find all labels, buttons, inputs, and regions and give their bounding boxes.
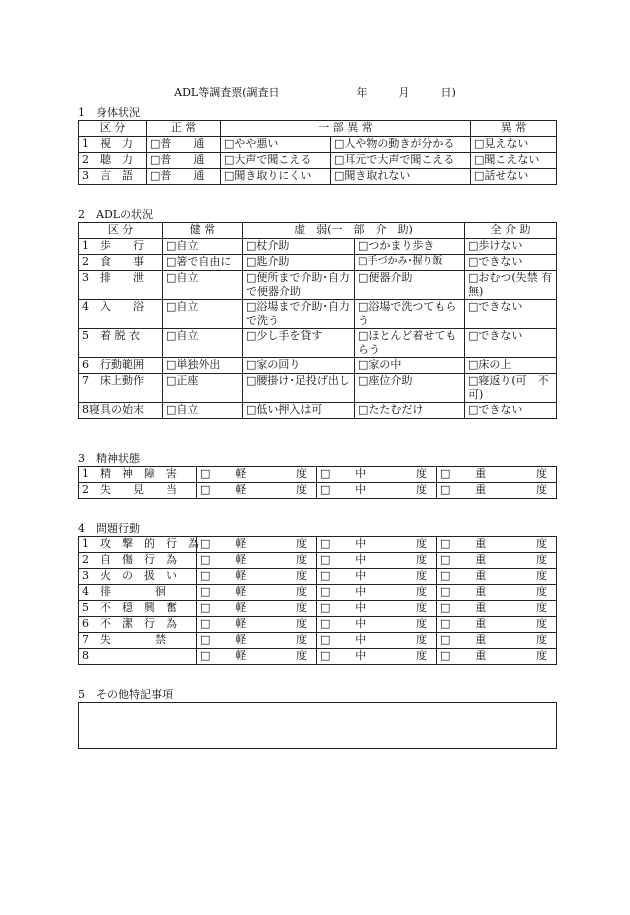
checkbox-healthy[interactable]: □自立: [163, 403, 243, 419]
table-row: [79, 633, 557, 649]
checkbox-partial-2[interactable]: □耳元で大声で聞こえる: [331, 153, 471, 169]
checkbox-severe[interactable]: □ 重 度: [437, 617, 557, 633]
header-partial: 一 部 異 常: [221, 121, 471, 137]
checkbox-full[interactable]: □できない: [465, 255, 557, 271]
table-row: [79, 553, 557, 569]
checkbox-mild[interactable]: □ 軽 度: [197, 585, 317, 601]
table-row: [79, 601, 557, 617]
table-row: [79, 300, 557, 329]
row-label: 5 不 穏 興 奮: [79, 601, 197, 617]
checkbox-severe[interactable]: □ 重 度: [437, 649, 557, 665]
checkbox-moderate[interactable]: □ 中 度: [317, 537, 437, 553]
row-label: 7 床上動作: [79, 374, 163, 403]
checkbox-healthy[interactable]: □単独外出: [163, 358, 243, 374]
section2-heading: 2 ADLの状況: [78, 208, 154, 221]
table-row: [79, 239, 557, 255]
checkbox-abnormal[interactable]: □見えない: [471, 137, 557, 153]
checkbox-full[interactable]: □歩けない: [465, 239, 557, 255]
checkbox-full[interactable]: □寝返り(可 不可): [465, 374, 557, 403]
row-label: 6 不 潔 行 為: [79, 617, 197, 633]
header-healthy: 健 常: [163, 223, 243, 239]
header-category: 区 分: [79, 121, 147, 137]
row-label: 4 入 浴: [79, 300, 163, 329]
checkbox-partial-1[interactable]: □大声で聞こえる: [221, 153, 331, 169]
row-label: 5 着 脱 衣: [79, 329, 163, 358]
checkbox-severe[interactable]: □ 重 度: [437, 467, 557, 483]
section1-heading: 1 身体状況: [78, 106, 140, 119]
checkbox-normal[interactable]: □普 通: [147, 169, 221, 185]
table-row: [79, 467, 557, 483]
checkbox-weak-2[interactable]: □手づかみ･握り飯: [355, 255, 465, 271]
mental-status-table: [78, 466, 557, 499]
checkbox-weak-1[interactable]: □便所まで介助･自力で便器介助: [243, 271, 355, 300]
checkbox-weak-2[interactable]: □たたむだけ: [355, 403, 465, 419]
checkbox-partial-2[interactable]: □聞き取れない: [331, 169, 471, 185]
checkbox-weak-1[interactable]: □低い押入は可: [243, 403, 355, 419]
checkbox-weak-2[interactable]: □つかまり歩き: [355, 239, 465, 255]
checkbox-healthy[interactable]: □自立: [163, 329, 243, 358]
checkbox-mild[interactable]: □ 軽 度: [197, 569, 317, 585]
row-label: 2 食 事: [79, 255, 163, 271]
checkbox-normal[interactable]: □普 通: [147, 137, 221, 153]
checkbox-weak-1[interactable]: □浴場まで介助･自力で洗う: [243, 300, 355, 329]
checkbox-abnormal[interactable]: □聞こえない: [471, 153, 557, 169]
row-label: 3 言 語: [79, 169, 147, 185]
table-header-row: [79, 223, 557, 239]
header-full-assist: 全 介 助: [465, 223, 557, 239]
section5-heading: 5 その他特記事項: [78, 688, 173, 701]
checkbox-mild[interactable]: □ 軽 度: [197, 483, 317, 499]
checkbox-partial-1[interactable]: □やや悪い: [221, 137, 331, 153]
table-row: [79, 617, 557, 633]
physical-status-table: [78, 120, 557, 185]
checkbox-severe[interactable]: □ 重 度: [437, 633, 557, 649]
title-main: ADL等調査票(調査日: [174, 86, 280, 99]
checkbox-weak-1[interactable]: □匙介助: [243, 255, 355, 271]
checkbox-weak-1[interactable]: □杖介助: [243, 239, 355, 255]
checkbox-moderate[interactable]: □ 中 度: [317, 649, 437, 665]
form-title: [0, 84, 630, 100]
row-label: 1 攻 撃 的 行 為: [79, 537, 197, 553]
table-row: [79, 271, 557, 300]
checkbox-mild[interactable]: □ 軽 度: [197, 649, 317, 665]
checkbox-moderate[interactable]: □ 中 度: [317, 633, 437, 649]
checkbox-healthy[interactable]: □正座: [163, 374, 243, 403]
header-normal: 正 常: [147, 121, 221, 137]
row-label: 7 失 禁: [79, 633, 197, 649]
row-label: 1 歩 行: [79, 239, 163, 255]
checkbox-weak-2[interactable]: □座位介助: [355, 374, 465, 403]
section3-heading: 3 精神状態: [78, 452, 140, 465]
table-row: [79, 329, 557, 358]
checkbox-severe[interactable]: □ 重 度: [437, 601, 557, 617]
checkbox-mild[interactable]: □ 軽 度: [197, 633, 317, 649]
checkbox-weak-2[interactable]: □ほとんど着せてもらう: [355, 329, 465, 358]
table-row: [79, 358, 557, 374]
checkbox-moderate[interactable]: □ 中 度: [317, 467, 437, 483]
checkbox-moderate[interactable]: □ 中 度: [317, 617, 437, 633]
checkbox-healthy[interactable]: □自立: [163, 300, 243, 329]
checkbox-weak-1[interactable]: □家の回り: [243, 358, 355, 374]
checkbox-abnormal[interactable]: □話せない: [471, 169, 557, 185]
checkbox-moderate[interactable]: □ 中 度: [317, 569, 437, 585]
checkbox-moderate[interactable]: □ 中 度: [317, 553, 437, 569]
row-label: 1 精 神 障 害: [79, 467, 197, 483]
checkbox-weak-2[interactable]: □便器介助: [355, 271, 465, 300]
title-year: 年: [356, 86, 368, 99]
adl-status-table: [78, 222, 564, 419]
title-month: 月: [398, 86, 410, 99]
problem-behavior-table: [78, 536, 557, 665]
table-row: [79, 483, 557, 499]
title-day: 日): [440, 86, 456, 99]
checkbox-severe[interactable]: □ 重 度: [437, 537, 557, 553]
checkbox-severe[interactable]: □ 重 度: [437, 569, 557, 585]
checkbox-severe[interactable]: □ 重 度: [437, 483, 557, 499]
checkbox-healthy[interactable]: □箸で自由に: [163, 255, 243, 271]
table-row: [79, 403, 557, 419]
checkbox-mild[interactable]: □ 軽 度: [197, 537, 317, 553]
checkbox-full[interactable]: □おむつ(失禁 有 無): [465, 271, 557, 300]
row-label: 2 自 傷 行 為: [79, 553, 197, 569]
checkbox-mild[interactable]: □ 軽 度: [197, 601, 317, 617]
checkbox-full[interactable]: □床の上: [465, 358, 557, 374]
row-label: 2 聴 力: [79, 153, 147, 169]
checkbox-weak-2[interactable]: □浴場で洗つてもらう: [355, 300, 465, 329]
section4-heading: 4 問題行動: [78, 522, 140, 535]
table-row: [79, 374, 557, 403]
table-row: [79, 255, 557, 271]
row-label: 6 行動範囲: [79, 358, 163, 374]
checkbox-weak-2[interactable]: □家の中: [355, 358, 465, 374]
table-row: [79, 585, 557, 601]
checkbox-healthy[interactable]: □自立: [163, 239, 243, 255]
table-row: [79, 569, 557, 585]
checkbox-healthy[interactable]: □自立: [163, 271, 243, 300]
header-weak: 虚 弱(一 部 介 助): [243, 223, 465, 239]
table-row: [79, 537, 557, 553]
row-label: 1 視 力: [79, 137, 147, 153]
table-header-row: [79, 121, 557, 137]
row-label: 8: [79, 649, 197, 665]
checkbox-severe[interactable]: □ 重 度: [437, 553, 557, 569]
row-label: 4 徘 徊: [79, 585, 197, 601]
checkbox-partial-2[interactable]: □人や物の動きが分かる: [331, 137, 471, 153]
row-label: 2 失 見 当: [79, 483, 197, 499]
checkbox-full[interactable]: □できない: [465, 403, 557, 419]
checkbox-partial-1[interactable]: □聞き取りにくい: [221, 169, 331, 185]
checkbox-weak-1[interactable]: □少し手を貸す: [243, 329, 355, 358]
table-row: [79, 169, 557, 185]
remarks-box[interactable]: [78, 702, 557, 749]
row-label: 3 排 泄: [79, 271, 163, 300]
checkbox-normal[interactable]: □普 通: [147, 153, 221, 169]
checkbox-severe[interactable]: □ 重 度: [437, 585, 557, 601]
checkbox-weak-1[interactable]: □腰掛け･足投げ出し: [243, 374, 355, 403]
header-abnormal: 異 常: [471, 121, 557, 137]
checkbox-full[interactable]: □できない: [465, 329, 557, 358]
table-row: [79, 137, 557, 153]
row-label: 8寝具の始末: [79, 403, 163, 419]
checkbox-moderate[interactable]: □ 中 度: [317, 483, 437, 499]
checkbox-moderate[interactable]: □ 中 度: [317, 601, 437, 617]
row-label: 3 火 の 扱 い: [79, 569, 197, 585]
header-category: 区 分: [79, 223, 163, 239]
checkbox-mild[interactable]: □ 軽 度: [197, 467, 317, 483]
checkbox-mild[interactable]: □ 軽 度: [197, 553, 317, 569]
table-row: [79, 649, 557, 665]
checkbox-mild[interactable]: □ 軽 度: [197, 617, 317, 633]
checkbox-moderate[interactable]: □ 中 度: [317, 585, 437, 601]
checkbox-full[interactable]: □できない: [465, 300, 557, 329]
table-row: [79, 153, 557, 169]
